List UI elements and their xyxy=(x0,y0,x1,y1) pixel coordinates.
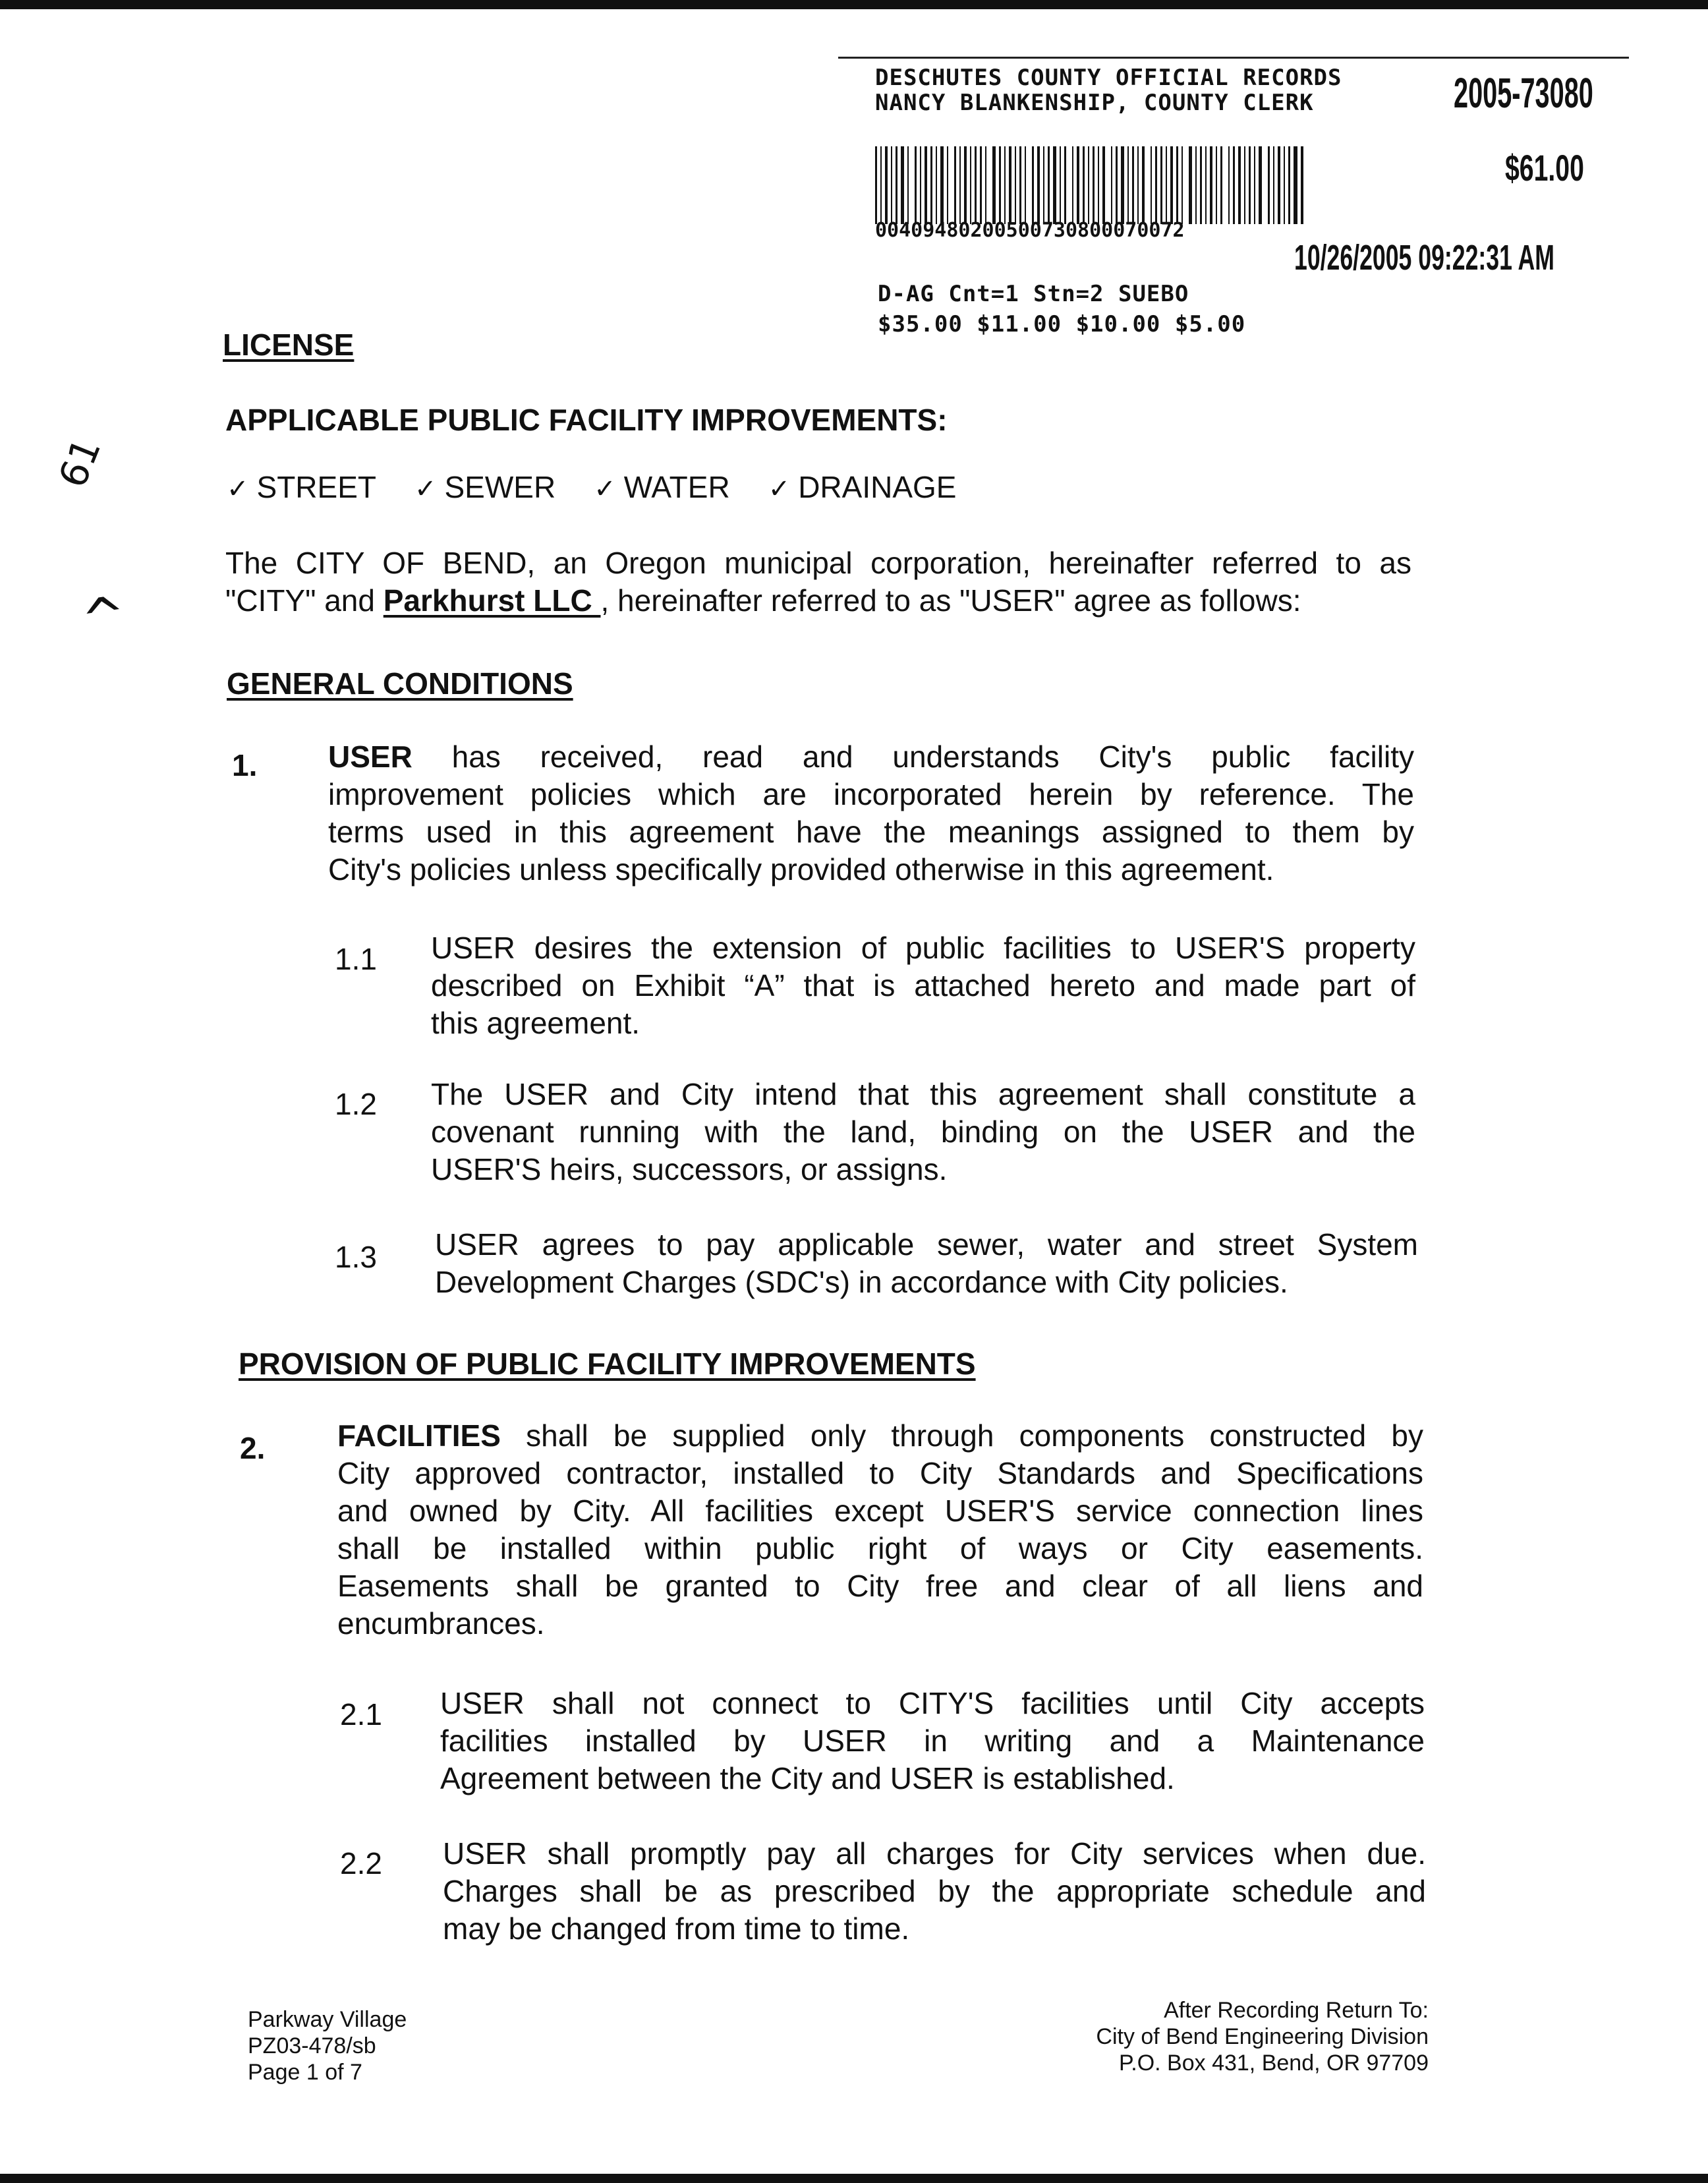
barcode-bar xyxy=(896,146,897,224)
barcode-bar xyxy=(1216,146,1217,224)
barcode-bar xyxy=(875,146,877,224)
barcode-bar xyxy=(1004,146,1006,224)
barcode-bar xyxy=(1155,146,1157,224)
barcode-bar xyxy=(1048,146,1050,224)
barcode-bar xyxy=(1111,146,1112,224)
barcode-bar xyxy=(1254,146,1255,224)
barcode-bar xyxy=(1244,146,1245,224)
barcode-bar xyxy=(925,146,927,224)
provision-heading: PROVISION OF PUBLIC FACILITY IMPROVEMENTS xyxy=(239,1347,976,1381)
scan-bottom-border xyxy=(0,2174,1708,2183)
total-fee: $61.00 xyxy=(1505,147,1584,189)
barcode-bar xyxy=(915,146,917,224)
barcode-bar xyxy=(1288,146,1290,224)
barcode-bar xyxy=(1121,146,1124,224)
scan-top-border xyxy=(0,0,1708,9)
recording-timestamp: 10/26/2005 09:22:31 AM xyxy=(1294,238,1554,277)
general-conditions-heading: GENERAL CONDITIONS xyxy=(227,666,573,701)
barcode-bar xyxy=(1228,146,1230,224)
recording-office: DESCHUTES COUNTY OFFICIAL RECORDS xyxy=(875,65,1342,91)
check-icon: ✓ xyxy=(414,474,437,504)
return-label: After Recording Return To: xyxy=(1164,1998,1429,2023)
barcode-bar xyxy=(1170,146,1173,224)
barcode-bar xyxy=(885,146,888,224)
return-po-box: P.O. Box 431, Bend, OR 97709 xyxy=(1118,2051,1429,2076)
barcode-bar xyxy=(1181,146,1183,224)
recording-fees: $35.00 $11.00 $10.00 $5.00 xyxy=(878,311,1246,337)
barcode-bar xyxy=(1060,146,1061,224)
barcode-bar xyxy=(1301,146,1303,224)
subclause-2-2: USER shall promptly pay all charges for City services when due. Charges shall be as prescribed by the appropriate schedule and may be changed from time to time. xyxy=(443,1836,1426,1946)
check-icon: ✓ xyxy=(594,474,616,504)
barcode-bar xyxy=(891,146,892,224)
barcode-bar xyxy=(947,146,948,224)
check-icon: ✓ xyxy=(227,474,249,504)
barcode-bar xyxy=(999,146,1001,224)
barcode-bar xyxy=(930,146,932,224)
subclause-number: 1.1 xyxy=(335,942,377,976)
barcode-bar xyxy=(1053,146,1056,224)
clause-number: 2. xyxy=(240,1431,266,1465)
barcode-bar xyxy=(1142,146,1145,224)
barcode-bar xyxy=(1037,146,1040,224)
barcode-bar xyxy=(1166,146,1167,224)
check-icon: ✓ xyxy=(768,474,791,504)
barcode-bar xyxy=(1278,146,1280,224)
document-number: 2005-73080 xyxy=(1454,69,1593,117)
barcode-bar xyxy=(1151,146,1152,224)
subclause-1-1: USER desires the extension of public facilities to USER'S property described on Exhibit “A” that is attached hereto and made part of this agreement. xyxy=(431,931,1415,1040)
barcode-bar xyxy=(1088,146,1089,224)
barcode-bar xyxy=(1064,146,1066,224)
barcode-bar xyxy=(1025,146,1026,224)
recording-barcode xyxy=(875,146,1397,224)
barcode-bar xyxy=(1238,146,1241,224)
improvement-sewer: ✓ SEWER xyxy=(414,470,556,504)
barcode-bar xyxy=(1220,146,1222,224)
file-number: PZ03-478/sb xyxy=(248,2033,376,2058)
intro-paragraph: The CITY OF BEND, an Oregon municipal corporation, hereinafter referred to as "CITY" and Parkhurst LLC , hereinafter referred to as "USER" agree as follows: xyxy=(225,546,1411,618)
barcode-bar xyxy=(1072,146,1073,224)
barcode-bar xyxy=(1132,146,1134,224)
improvements-heading: APPLICABLE PUBLIC FACILITY IMPROVEMENTS: xyxy=(225,403,948,437)
barcode-bar xyxy=(1195,146,1197,224)
footer-reference xyxy=(248,2006,407,2085)
barcode-bar xyxy=(1233,146,1235,224)
barcode-bar xyxy=(954,146,956,224)
barcode-bar xyxy=(1284,146,1285,224)
handwritten-mark-61: 61 xyxy=(49,432,110,494)
barcode-bar xyxy=(1268,146,1270,224)
barcode-bar xyxy=(1210,146,1212,224)
return-address xyxy=(1096,1997,1429,2076)
barcode-bar xyxy=(1019,146,1021,224)
barcode-bar xyxy=(880,146,882,224)
barcode-bar xyxy=(1249,146,1251,224)
barcode-bar xyxy=(1077,146,1079,224)
barcode-bar xyxy=(992,146,996,224)
barcode-bar xyxy=(970,146,971,224)
barcode-bar xyxy=(1043,146,1044,224)
improvement-water: ✓ WATER xyxy=(594,470,730,504)
return-department: City of Bend Engineering Division xyxy=(1096,2024,1429,2049)
barcode-bar xyxy=(1127,146,1129,224)
barcode-number: 00409480200500730800070072 xyxy=(875,219,1185,242)
barcode-bar xyxy=(964,146,967,224)
party-name: Parkhurst LLC xyxy=(383,583,601,618)
barcode-bar xyxy=(1160,146,1162,224)
barcode-bar xyxy=(907,146,909,224)
stamp-rule xyxy=(838,57,1629,59)
improvement-drainage: ✓ DRAINAGE xyxy=(768,470,957,504)
barcode-bar xyxy=(1294,146,1297,224)
barcode-bar xyxy=(1083,146,1085,224)
barcode-bar xyxy=(936,146,937,224)
barcode-bar xyxy=(1116,146,1118,224)
barcode-bar xyxy=(1098,146,1099,224)
subclause-number: 2.1 xyxy=(340,1697,382,1732)
handwritten-caret-mark: ^ xyxy=(77,583,130,651)
barcode-bar xyxy=(959,146,961,224)
subclause-2-1: USER shall not connect to CITY'S facilities until City accepts facilities installed by USER in writing and a Maintenance Agreement between the City and USER is established. xyxy=(440,1686,1425,1795)
subclause-1-3: USER agrees to pay applicable sewer, water and street System Development Charges (SDC's) in accordance with City policies. xyxy=(435,1227,1418,1299)
barcode-bar xyxy=(1273,146,1274,224)
page-number: Page 1 of 7 xyxy=(248,2060,362,2085)
barcode-bar xyxy=(980,146,982,224)
barcode-bar xyxy=(901,146,904,224)
improvement-street: ✓ STREET xyxy=(227,470,376,504)
project-name: Parkway Village xyxy=(248,2007,407,2032)
subclause-number: 2.2 xyxy=(340,1846,382,1880)
barcode-bar xyxy=(1200,146,1202,224)
barcode-bar xyxy=(1015,146,1016,224)
license-title: LICENSE xyxy=(223,328,355,362)
clause-number: 1. xyxy=(232,748,258,782)
clause-2: FACILITIES shall be supplied only through components constructed by City approved contractor, installed to City Standards and Specifications and owned by City. All facilities except USER'S service connection lines shall be installed within public right of ways or City easements. Easements shall be granted to City free and clear of all liens and encumbrances. xyxy=(337,1418,1423,1641)
barcode-bar xyxy=(1205,146,1207,224)
barcode-bar xyxy=(1009,146,1011,224)
barcode-bar xyxy=(1176,146,1178,224)
barcode-bar xyxy=(940,146,944,224)
subclause-number: 1.3 xyxy=(335,1240,377,1274)
barcode-bar xyxy=(1189,146,1192,224)
barcode-bar xyxy=(1093,146,1095,224)
barcode-bar xyxy=(975,146,977,224)
barcode-bar xyxy=(1102,146,1105,224)
recording-codes: D-AG Cnt=1 Stn=2 SUEBO xyxy=(878,281,1189,307)
barcode-bar xyxy=(920,146,921,224)
subclause-1-2: The USER and City intend that this agreement shall constitute a covenant running with the land, binding on the USER and the USER'S heirs, successors, or assigns. xyxy=(431,1077,1415,1186)
subclause-number: 1.2 xyxy=(335,1087,377,1121)
improvements-checklist xyxy=(227,469,956,505)
clause-1: USER has received, read and understands City's public facility improvement policies which are incorporated herein by reference. The terms used in this agreement have the meanings assigned to them by City's policies unless specifically provided otherwise in this agreement. xyxy=(328,740,1414,887)
barcode-bar xyxy=(985,146,986,224)
barcode-bar xyxy=(1032,146,1034,224)
county-clerk: NANCY BLANKENSHIP, COUNTY CLERK xyxy=(875,90,1314,116)
barcode-bar xyxy=(1137,146,1139,224)
barcode-bar xyxy=(1259,146,1262,224)
